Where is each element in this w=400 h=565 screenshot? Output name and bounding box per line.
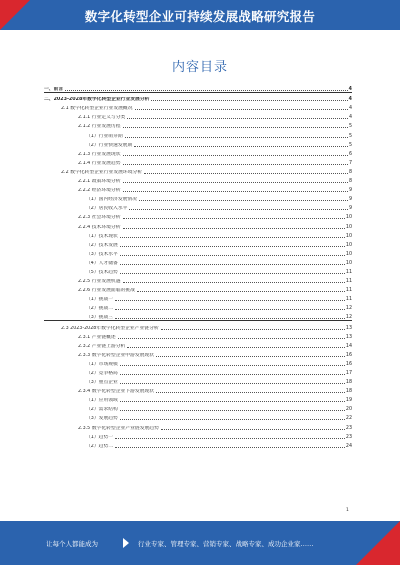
- toc-entry[interactable]: [44, 403, 352, 412]
- toc-leader-dots: [123, 163, 348, 165]
- toc-entry-title: 2.3.2 产业链上游分析: [78, 343, 126, 349]
- toc-leader-dots: [115, 446, 345, 448]
- toc-entry[interactable]: [44, 302, 352, 311]
- toc-leader-dots: [151, 99, 347, 101]
- toc-entry[interactable]: [44, 266, 352, 275]
- toc-leader-dots: [123, 181, 348, 183]
- toc-entry-title: （3）重点企业: [86, 380, 118, 386]
- toc-entry-page: 16: [345, 352, 352, 358]
- toc-entry-page: 10: [345, 251, 352, 257]
- toc-entry-page: 10: [345, 233, 352, 239]
- toc-entry-title: （1）国内经济发展情况: [86, 197, 138, 203]
- toc-entry-page: 11: [345, 297, 352, 303]
- toc-entry-title: （2）技术发展: [86, 242, 118, 248]
- toc-leader-dots: [144, 172, 348, 174]
- toc-entry[interactable]: [44, 385, 352, 394]
- toc-entry-title: （1）挑战一: [86, 297, 114, 303]
- toc-leader-dots: [120, 254, 345, 256]
- toc-entry[interactable]: [44, 211, 352, 220]
- toc-entry[interactable]: [44, 376, 352, 385]
- toc-entry-page: 11: [345, 279, 352, 285]
- toc-entry-page: 4: [348, 115, 352, 121]
- toc-leader-dots: [118, 337, 345, 339]
- toc-entry-title: （1）技术现状: [86, 233, 118, 239]
- toc-entry-title: （2）竞争格局: [86, 371, 118, 376]
- toc-entry-page: 5: [348, 133, 352, 139]
- toc-entry-page: 19: [345, 398, 352, 404]
- report-title: 数字化转型企业可持续发展战略研究报告: [84, 9, 316, 24]
- toc-leader-dots: [120, 418, 345, 420]
- toc-leader-dots: [120, 400, 345, 402]
- toc-leader-dots: [161, 328, 345, 330]
- toc-entry-title: （2）行业快速发展期: [86, 142, 133, 148]
- toc-entry-title: （5）技术趋势: [86, 269, 118, 275]
- toc-entry-title: 2.3.5 数字化转型企业产业链发展趋势: [78, 425, 159, 431]
- toc-entry[interactable]: [44, 184, 352, 193]
- toc-entry-title: 2.3.4 数字化转型企业下游发展现状: [78, 389, 155, 395]
- toc-entry-title: 2.1.4 行业发展趋势: [78, 160, 121, 166]
- toc-leader-dots: [125, 136, 348, 138]
- toc-entry[interactable]: [44, 311, 352, 320]
- toc-leader-dots: [120, 272, 345, 274]
- toc-leader-dots: [123, 281, 345, 283]
- toc-entry-page: 18: [345, 389, 352, 395]
- toc-entry-title: 2.2.1 政策环境分析: [78, 179, 121, 185]
- toc-entry-title: 2.3.3 数字化转型企业中游发展现状: [78, 352, 155, 358]
- footer-red-corner: [356, 521, 400, 565]
- toc-entry-title: 2.2.5 行业发展机遇: [78, 279, 121, 285]
- header-banner: [0, 0, 400, 30]
- toc-leader-dots: [115, 317, 345, 319]
- toc-leader-dots: [156, 355, 345, 357]
- toc-entry[interactable]: [44, 239, 352, 248]
- toc-entry-title: 2.1.2 行业发展历程: [78, 124, 121, 130]
- toc-entry[interactable]: [44, 92, 352, 102]
- toc-entry-page: 23: [345, 425, 352, 431]
- toc-entry-page: 12: [345, 306, 352, 312]
- toc-leader-dots: [123, 126, 348, 128]
- toc-entry[interactable]: [44, 139, 352, 148]
- toc-entry[interactable]: [44, 148, 352, 157]
- toc-entry[interactable]: [44, 230, 352, 239]
- toc-entry-page: 24: [345, 443, 352, 449]
- toc-entry-title: 2.1 数字化转型企业行业发展概况: [61, 106, 133, 112]
- toc-entry[interactable]: [44, 331, 352, 340]
- footer-banner: [0, 521, 400, 565]
- toc-entry-title: 2.3 2023-2028年数字化转型企业产业链分析: [61, 325, 159, 331]
- toc-entry[interactable]: [44, 257, 352, 266]
- toc-entry-page: 8: [348, 179, 352, 185]
- toc-leader-dots: [123, 190, 348, 192]
- toc-leader-dots: [129, 208, 348, 210]
- toc-entry-title: 2.2.4 技术环境分析: [78, 224, 121, 230]
- toc-entry-page: 16: [345, 361, 352, 367]
- toc-leader-dots: [65, 89, 347, 91]
- toc-entry[interactable]: [44, 431, 352, 440]
- toc-entry[interactable]: [44, 358, 352, 367]
- toc-entry-page: 7: [348, 160, 352, 166]
- toc-entry-page: 13: [345, 325, 352, 331]
- toc-entry-title: 二、2023-2028年数字化转型企业行业发展分析: [44, 97, 150, 103]
- toc-entry[interactable]: [44, 293, 352, 302]
- toc-leader-dots: [123, 154, 348, 156]
- toc-entry-page: 9: [348, 206, 352, 212]
- toc-entry-title: 一、前言: [44, 87, 64, 93]
- toc-entry-page: 10: [345, 224, 352, 230]
- toc-entry-page: 11: [345, 288, 352, 294]
- toc-leader-dots: [139, 199, 348, 201]
- arrow-right-icon: [123, 538, 129, 548]
- toc-heading: 内容目录: [171, 60, 228, 75]
- toc-entry-title: （2）趋势二: [86, 443, 114, 449]
- toc-leader-dots: [123, 217, 345, 219]
- toc-entry-title: （4）人才储备: [86, 260, 118, 266]
- toc-entry[interactable]: [44, 248, 352, 257]
- toc-entry[interactable]: [44, 367, 352, 376]
- toc-entry-page: 5: [348, 142, 352, 148]
- toc-entry-title: 2.1.1 行业定义与分类: [78, 115, 126, 121]
- toc-leader-dots: [137, 290, 345, 292]
- toc-entry-title: （2）居民收入水平: [86, 206, 128, 212]
- toc-entry-page: 4: [348, 106, 352, 112]
- toc-entry-page: 22: [345, 416, 352, 422]
- footer-slogan: 让每个人都能成为: [46, 540, 98, 548]
- toc-entry-title: 2.2.6 行业发展面临的挑战: [78, 288, 135, 294]
- toc-entry-page: 6: [348, 151, 352, 157]
- toc-leader-dots: [115, 308, 345, 310]
- toc-entry-page: 13: [345, 334, 352, 340]
- toc-entry-page: 17: [345, 371, 352, 376]
- toc-entry-page: 11: [345, 269, 352, 275]
- toc-entry-page: 20: [345, 407, 352, 413]
- toc-entry[interactable]: [44, 175, 352, 184]
- toc-leader-dots: [120, 382, 345, 384]
- toc-leader-dots: [156, 391, 345, 393]
- toc-entry-page: 9: [348, 197, 352, 203]
- toc-entry[interactable]: [44, 394, 352, 403]
- toc-leader-dots: [120, 373, 345, 375]
- toc-entry-page: 8: [348, 169, 352, 175]
- toc-entry-title: 2.2.2 经济环境分析: [78, 188, 121, 194]
- toc-entry[interactable]: [44, 202, 352, 211]
- toc-entry[interactable]: [44, 111, 352, 120]
- toc-entry-page: 4: [348, 87, 352, 93]
- toc-entry[interactable]: [44, 412, 352, 421]
- toc-entry-title: 2.2 数字化转型企业行业发展环境分析: [61, 169, 143, 175]
- toc-leader-dots: [127, 346, 345, 348]
- toc-leader-dots: [134, 145, 348, 147]
- toc-entry[interactable]: [44, 83, 352, 92]
- toc-leader-dots: [135, 108, 348, 110]
- toc-entry-title: （1）行业萌芽期: [86, 133, 123, 139]
- toc-entry[interactable]: [44, 349, 352, 358]
- toc-entry-title: （2）需求结构: [86, 407, 118, 413]
- toc-entry-page: 9: [348, 188, 352, 194]
- toc-entry-title: 2.2.3 社会环境分析: [78, 215, 121, 221]
- toc-entry-title: （3）技术水平: [86, 251, 118, 257]
- toc-entry-page: 18: [345, 380, 352, 386]
- toc-entry-page: 10: [345, 215, 352, 221]
- toc-leader-dots: [120, 409, 345, 411]
- toc-entry-title: 2.3.1 产业链概述: [78, 334, 116, 340]
- toc-entry[interactable]: [44, 284, 352, 293]
- toc-entry-page: 14: [345, 343, 352, 349]
- page-number: 1: [346, 508, 349, 513]
- toc-entry[interactable]: [44, 157, 352, 166]
- toc-entry[interactable]: [44, 193, 352, 202]
- toc-entry-page: 4: [348, 97, 352, 103]
- toc-entry-title: （3）发展趋势: [86, 416, 118, 422]
- toc-leader-dots: [123, 227, 345, 229]
- toc-entry[interactable]: [44, 340, 352, 349]
- toc-entry[interactable]: [44, 120, 352, 129]
- toc-entry[interactable]: [44, 166, 352, 175]
- toc-entry[interactable]: [44, 275, 352, 284]
- toc-entry-title: 2.1.3 行业发展现状: [78, 151, 121, 157]
- toc-entry[interactable]: [44, 102, 352, 111]
- toc-leader-dots: [120, 263, 345, 265]
- toc-entry[interactable]: [44, 421, 352, 430]
- toc-leader-dots: [120, 245, 345, 247]
- toc-entry[interactable]: [44, 220, 352, 229]
- toc-entry[interactable]: [44, 320, 352, 330]
- toc-entry-title: （3）挑战三: [86, 315, 114, 321]
- toc-entry-title: （1）趋势一: [86, 434, 114, 440]
- toc-leader-dots: [161, 428, 345, 430]
- toc-entry[interactable]: [44, 440, 352, 449]
- toc-entry-title: （1）市场规模: [86, 361, 118, 367]
- toc-leader-dots: [115, 437, 345, 439]
- toc-entry-page: 5: [348, 124, 352, 130]
- toc-leader-dots: [115, 299, 345, 301]
- toc-leader-dots: [120, 364, 345, 366]
- toc-entry-page: 23: [345, 434, 352, 440]
- toc-entry-page: 10: [345, 260, 352, 266]
- table-of-contents: [44, 83, 352, 449]
- toc-entry-page: 12: [345, 315, 352, 321]
- toc-entry-title: （1）应用领域: [86, 398, 118, 404]
- toc-entry-title: （2）挑战二: [86, 306, 114, 312]
- toc-leader-dots: [120, 236, 345, 238]
- footer-roles: 行业专家、管理专家、营销专家、战略专家、成功企业家……: [138, 540, 314, 548]
- toc-leader-dots: [127, 117, 348, 119]
- toc-entry[interactable]: [44, 129, 352, 138]
- toc-entry-page: 10: [345, 242, 352, 248]
